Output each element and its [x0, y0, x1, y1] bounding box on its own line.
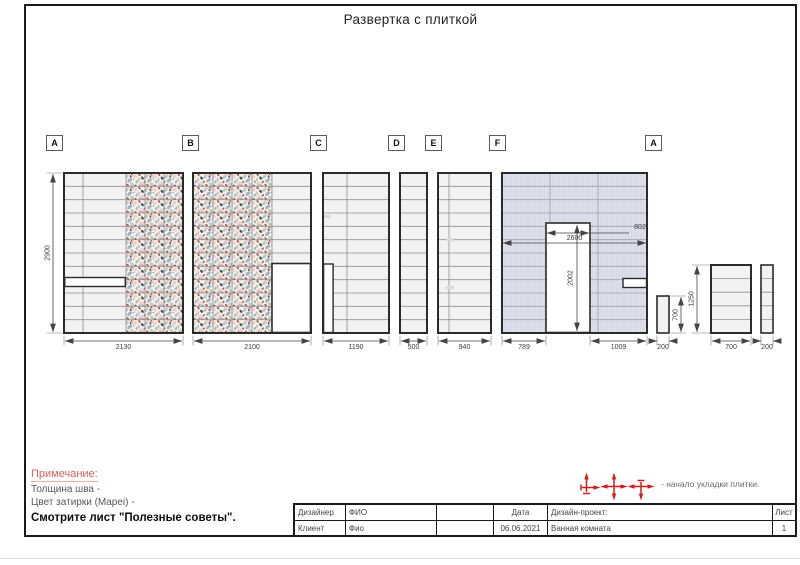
- section-label-f: F: [489, 135, 506, 151]
- section-label-c: C: [310, 135, 327, 151]
- note-see-sheet: Смотрите лист "Полезные советы".: [31, 512, 236, 524]
- notes-heading: Примечание:: [31, 468, 98, 480]
- wall-b-door: [272, 264, 311, 333]
- titleblock-project-value: Ванная комната: [547, 520, 772, 535]
- dim-wall-b-width: 2100: [244, 343, 260, 351]
- start-marker-corner: [581, 473, 601, 494]
- wall-a-niche: [65, 278, 126, 287]
- section-label-e: E: [425, 135, 442, 151]
- section-label-a2: A: [645, 135, 662, 151]
- dim-panel-width: 700: [725, 343, 737, 351]
- dim-door-width: 802: [634, 224, 646, 231]
- dim-wall-a-height: 2900: [44, 245, 52, 261]
- page-edge-line: [0, 558, 800, 559]
- start-marker-tee: [628, 481, 655, 501]
- dim-wall-a-width: 2130: [115, 343, 132, 351]
- dim-wall-f-right: 1009: [610, 343, 627, 351]
- section-label-a: A: [46, 135, 63, 151]
- section-label-d: D: [388, 135, 405, 151]
- start-marker-cross: [601, 473, 628, 501]
- dim-strip1-height: 700: [672, 308, 680, 321]
- dim-wall-c-width: 1190: [348, 343, 364, 351]
- wall-f-niche: [623, 279, 647, 288]
- tile-start-markers: [581, 473, 655, 501]
- title-block: [293, 503, 797, 537]
- dim-wall-f-total: 2600: [566, 234, 583, 242]
- page-title: Развертка с плиткой: [343, 12, 478, 27]
- dim-strip1-width: 200: [657, 343, 669, 351]
- note-grout-color: Цвет затирки (Mapei) -: [31, 497, 135, 508]
- dim-wall-d-width: 500: [407, 343, 420, 351]
- titleblock-sheet-label: Лист: [772, 505, 795, 520]
- titleblock-empty-1: [436, 505, 493, 520]
- titleblock-date-value: 06.06.2021: [493, 520, 547, 535]
- dim-panel-height: 1250: [688, 291, 696, 307]
- titleblock-empty-2: [436, 520, 493, 535]
- titleblock-project-label: Дизайн-проект:: [547, 505, 772, 520]
- titleblock-designer-label: Дизайнер: [298, 508, 334, 517]
- titleblock-sheet-value: 1: [772, 520, 795, 535]
- titleblock-client-value: Фио: [345, 520, 436, 535]
- dim-wall-f-left: 789: [518, 343, 530, 351]
- section-label-b: B: [182, 135, 199, 151]
- dim-strip2-width: 200: [761, 343, 773, 351]
- titleblock-date-label: Дата: [493, 505, 547, 520]
- dim-wall-e-width: 940: [458, 343, 471, 351]
- note-seam-thickness: Толщина шва -: [31, 484, 101, 495]
- wall-c-door-strip: [324, 264, 334, 333]
- titleblock-client-label: Клиент: [295, 520, 345, 535]
- dim-door-height: 2002: [567, 270, 575, 286]
- start-marker-legend-label: - начало укладки плитки.: [661, 479, 760, 489]
- titleblock-designer-value: ФИО: [345, 505, 436, 520]
